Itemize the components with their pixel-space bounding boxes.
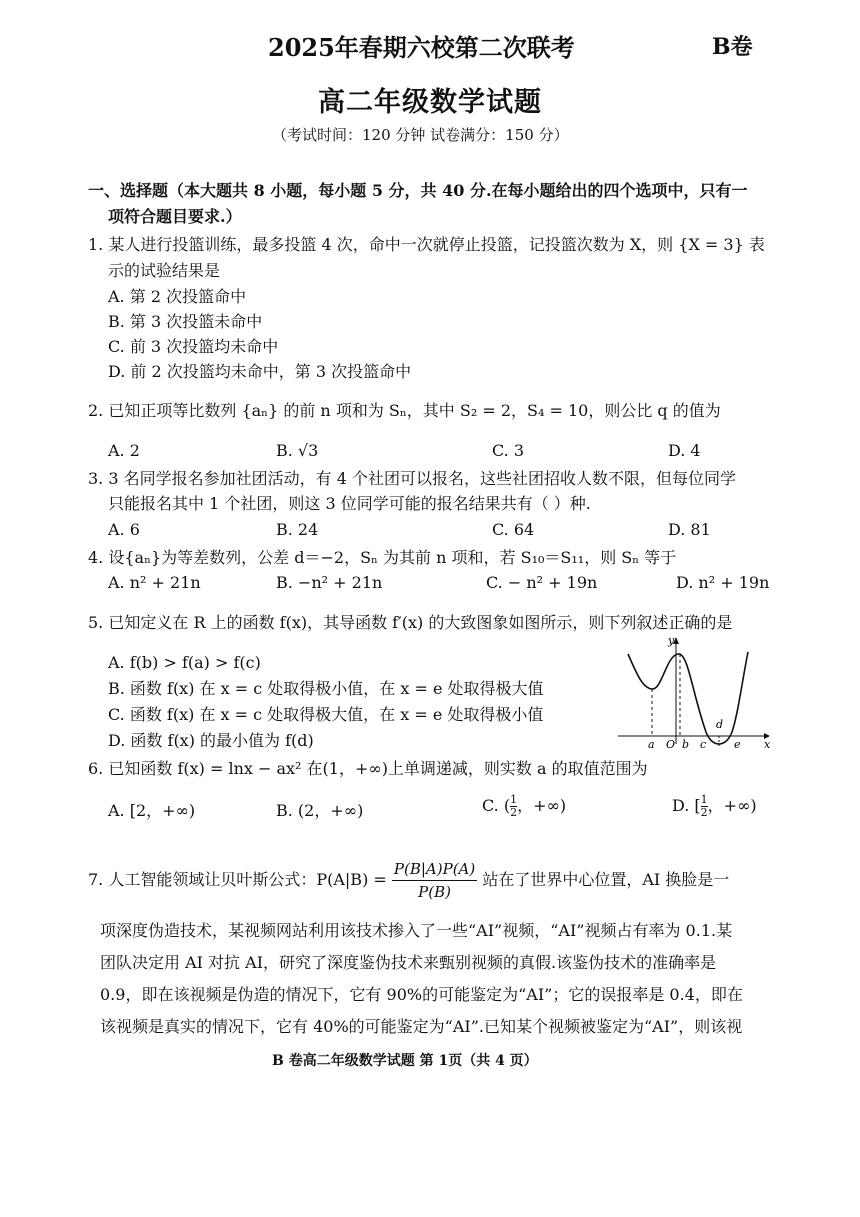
q5-option-c: C. 函数 f(x) 在 x = c 处取得极大值，在 x = e 处取得极小值: [108, 705, 544, 724]
q7-line-5: 该视频是真实的情况下，它有 40%的可能鉴定为“AI”.已知某个视频被鉴定为“AI”，则该视: [100, 1017, 743, 1036]
q6-option-d-post: ，+∞): [707, 796, 757, 815]
graph-label-a: a: [648, 738, 655, 750]
q2-option-d: D. 4: [668, 441, 701, 460]
q7-line-3: 团队决定用 AI 对抗 AI，研究了深度鉴伪技术来甄别视频的真假.该鉴伪技术的准确率是: [100, 953, 717, 972]
q5-option-a: A. f(b) > f(a) > f(c): [108, 653, 261, 672]
q6-c-num: 1: [510, 793, 518, 806]
q3-option-d: D. 81: [668, 520, 711, 539]
q1-option-a: A. 第 2 次投篮命中: [108, 287, 247, 306]
q1-option-c: C. 前 3 次投篮均未命中: [108, 337, 279, 356]
exam-info: （考试时间：120 分钟 试卷满分：150 分）: [272, 126, 569, 144]
derivative-graph: [614, 632, 774, 750]
q6-d-num: 1: [700, 793, 708, 806]
q7-stem: [88, 858, 729, 903]
q3-option-b: B. 24: [276, 520, 319, 539]
q1-stem: 1. 某人进行投篮训练，最多投篮 4 次，命中一次就停止投篮，记投篮次数为 X，则 {X = 3} 表: [88, 235, 765, 254]
paper-version-label: B卷: [712, 34, 753, 60]
bayes-numerator: P(B|A)P(A): [392, 858, 477, 881]
q6-option-d-pre: D. [: [672, 796, 701, 815]
q4-option-a: A. n² + 21n: [108, 573, 201, 592]
graph-label-b: b: [682, 738, 690, 750]
q6-option-a: A. [2，+∞): [108, 801, 196, 820]
bayes-denominator: P(B): [418, 883, 451, 901]
page-title: 高二年级数学试题: [318, 87, 542, 118]
graph-label-d: d: [716, 718, 724, 731]
graph-label-x: x: [764, 738, 771, 750]
q4-stem: 4. 设{aₙ}为等差数列，公差 d＝−2，Sₙ 为其前 n 项和，若 S₁₀＝S₁₁，则 Sₙ 等于: [88, 548, 677, 567]
q3-stem-cont: 只能报名其中 1 个社团，则这 3 位同学可能的报名结果共有（ ）种.: [108, 494, 591, 513]
section-heading-cont: 项符合题目要求.）: [108, 207, 242, 226]
q4-option-b: B. −n² + 21n: [276, 573, 383, 592]
q2-option-b: B. √3: [276, 441, 319, 460]
q1-option-b: B. 第 3 次投篮未命中: [108, 312, 263, 331]
page-footer: B 卷高二年级数学试题 第 1页（共 4 页）: [272, 1053, 538, 1069]
q6-option-c-pre: C. (: [482, 796, 511, 815]
graph-label-c: c: [700, 738, 707, 750]
q7-line-2: 项深度伪造技术，某视频网站利用该技术掺入了一些“AI”视频，“AI”视频占有率为 0.1.某: [100, 921, 733, 940]
q4-option-d: D. n² + 19n: [676, 573, 770, 592]
q6-option-d: [672, 794, 757, 819]
q4-option-c: C. − n² + 19n: [486, 573, 598, 592]
q2-option-a: A. 2: [108, 441, 140, 460]
q5-option-d: D. 函数 f(x) 的最小值为 f(d): [108, 731, 314, 750]
bayes-fraction: [392, 858, 477, 903]
q7-line-4: 0.9，即在该视频是伪造的情况下，它有 90%的可能鉴定为“AI”；它的误报率是 0.4，即在: [100, 985, 743, 1004]
graph-label-e: e: [734, 738, 741, 750]
q5-stem: 5. 已知定义在 R 上的函数 f(x)，其导函数 f′(x) 的大致图象如图所示，则下列叙述正确的是: [88, 613, 733, 632]
q6-c-den: 2: [510, 806, 518, 819]
derivative-curve: [628, 652, 748, 744]
q2-stem: 2. 已知正项等比数列 {aₙ} 的前 n 项和为 Sₙ，其中 S₂ = 2，S₄ = 10，则公比 q 的值为: [88, 401, 721, 420]
q6-option-b: B. (2，+∞): [276, 801, 364, 820]
q7-stem-pre: 7. 人工智能领域让贝叶斯公式：P(A|B) =: [88, 870, 392, 889]
q6-option-d-fraction: [701, 794, 708, 819]
q3-stem: 3. 3 名同学报名参加社团活动，有 4 个社团可以报名，这些社团招收人数不限，但每位同学: [88, 469, 736, 488]
section-heading: 一、选择题（本大题共 8 小题，每小题 5 分，共 40 分.在每小题给出的四个选项中，只有一: [88, 181, 748, 200]
q6-d-den: 2: [700, 806, 708, 819]
graph-label-o: O: [666, 738, 676, 750]
q5-option-b: B. 函数 f(x) 在 x = c 处取得极小值，在 x = e 处取得极大值: [108, 679, 544, 698]
q3-option-a: A. 6: [108, 520, 140, 539]
q6-stem: 6. 已知函数 f(x) = lnx − ax² 在(1，+∞)上单调递减，则实数 a 的取值范围为: [88, 759, 648, 778]
q6-option-c: [482, 794, 566, 819]
q1-option-d: D. 前 2 次投篮均未命中，第 3 次投篮命中: [108, 362, 412, 381]
q3-option-c: C. 64: [492, 520, 535, 539]
q6-option-c-post: ，+∞): [517, 796, 567, 815]
graph-label-y: y: [668, 634, 675, 647]
exam-header-title: 2025年春期六校第二次联考: [268, 33, 575, 62]
q7-stem-post: 站在了世界中心位置，AI 换脸是一: [477, 870, 730, 889]
q1-stem-cont: 示的试验结果是: [108, 261, 221, 280]
q2-option-c: C. 3: [492, 441, 525, 460]
